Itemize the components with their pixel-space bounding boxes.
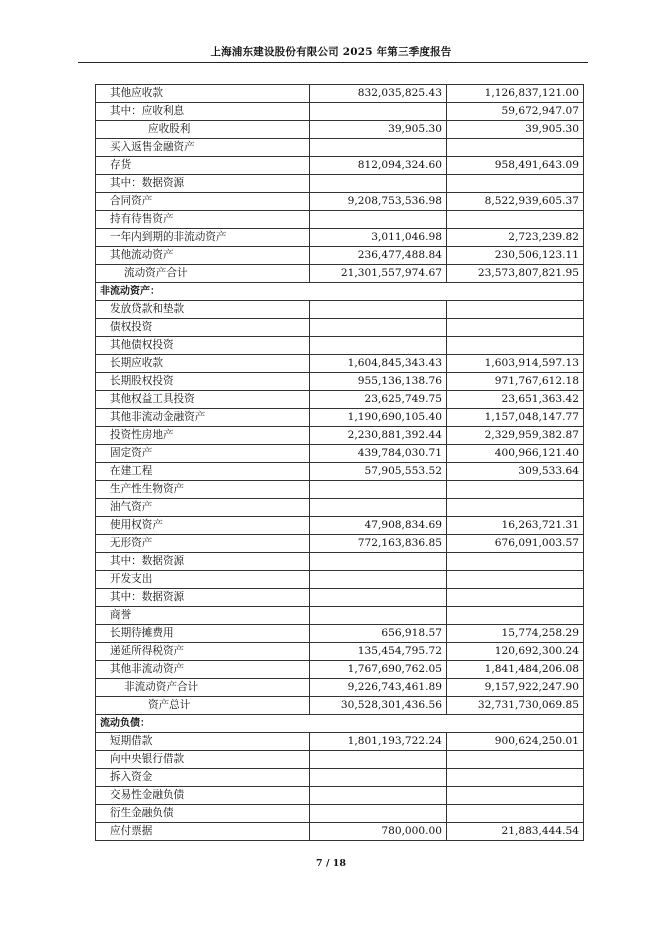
current-period-value: 832,035,825.43	[310, 85, 447, 103]
table-row	[96, 679, 584, 697]
balance-sheet-body	[96, 85, 584, 841]
current-period-value	[310, 499, 447, 517]
current-period-value: 21,301,557,974.67	[310, 265, 447, 283]
table-row	[96, 355, 584, 373]
table-row	[96, 139, 584, 157]
row-label: 交易性金融负债	[96, 787, 310, 805]
prior-period-value: 958,491,643.09	[447, 157, 584, 175]
current-period-value: 3,011,046.98	[310, 229, 447, 247]
prior-period-value: 8,522,939,605.37	[447, 193, 584, 211]
prior-period-value	[447, 589, 584, 607]
current-period-value	[310, 175, 447, 193]
row-label: 无形资产	[96, 535, 310, 553]
table-row	[96, 409, 584, 427]
table-row	[96, 481, 584, 499]
row-label: 拆入资金	[96, 769, 310, 787]
current-period-value: 1,767,690,762.05	[310, 661, 447, 679]
table-row	[96, 121, 584, 139]
table-row	[96, 733, 584, 751]
row-label: 油气资产	[96, 499, 310, 517]
prior-period-value: 1,603,914,597.13	[447, 355, 584, 373]
current-period-value: 9,208,753,536.98	[310, 193, 447, 211]
row-label: 长期待摊费用	[96, 625, 310, 643]
table-row	[96, 499, 584, 517]
prior-period-value: 400,966,121.40	[447, 445, 584, 463]
prior-period-value	[447, 139, 584, 157]
section-row	[96, 283, 584, 301]
prior-period-value	[447, 337, 584, 355]
row-label: 在建工程	[96, 463, 310, 481]
table-row	[96, 571, 584, 589]
current-period-value: 47,908,834.69	[310, 517, 447, 535]
prior-period-value	[447, 319, 584, 337]
prior-period-value	[447, 751, 584, 769]
row-label: 其中：数据资源	[96, 175, 310, 193]
table-row	[96, 589, 584, 607]
row-label: 其中：数据资源	[96, 553, 310, 571]
prior-period-value	[447, 571, 584, 589]
current-period-value	[310, 211, 447, 229]
table-row	[96, 211, 584, 229]
row-label: 商誉	[96, 607, 310, 625]
prior-period-value	[447, 301, 584, 319]
current-period-value: 236,477,488.84	[310, 247, 447, 265]
current-period-value	[310, 139, 447, 157]
table-row	[96, 661, 584, 679]
current-period-value	[310, 571, 447, 589]
current-period-value: 772,163,836.85	[310, 535, 447, 553]
row-label: 合同资产	[96, 193, 310, 211]
current-period-value	[310, 769, 447, 787]
row-label: 投资性房地产	[96, 427, 310, 445]
table-row	[96, 103, 584, 121]
row-label: 生产性生物资产	[96, 481, 310, 499]
row-label: 发放贷款和垫款	[96, 301, 310, 319]
prior-period-value: 1,841,484,206.08	[447, 661, 584, 679]
prior-period-value	[447, 175, 584, 193]
table-row	[96, 85, 584, 103]
table-row	[96, 301, 584, 319]
current-period-value: 1,604,845,343.43	[310, 355, 447, 373]
current-period-value: 135,454,795.72	[310, 643, 447, 661]
page-number: 7 / 18	[316, 858, 346, 869]
current-period-value	[310, 319, 447, 337]
current-period-value: 2,230,881,392.44	[310, 427, 447, 445]
prior-period-value: 59,672,947.07	[447, 103, 584, 121]
current-period-value: 1,801,193,722.24	[310, 733, 447, 751]
prior-period-value: 971,767,612.18	[447, 373, 584, 391]
table-row	[96, 625, 584, 643]
table-row	[96, 643, 584, 661]
row-label: 债权投资	[96, 319, 310, 337]
prior-period-value: 23,573,807,821.95	[447, 265, 584, 283]
prior-period-value	[447, 481, 584, 499]
table-row	[96, 391, 584, 409]
row-label: 一年内到期的非流动资产	[96, 229, 310, 247]
row-label: 短期借款	[96, 733, 310, 751]
prior-period-value: 676,091,003.57	[447, 535, 584, 553]
prior-period-value: 2,723,239.82	[447, 229, 584, 247]
current-period-value: 23,625,749.75	[310, 391, 447, 409]
row-label: 其他应收款	[96, 85, 310, 103]
table-row	[96, 697, 584, 715]
current-period-value: 439,784,030.71	[310, 445, 447, 463]
current-period-value	[310, 301, 447, 319]
table-row	[96, 463, 584, 481]
table-row	[96, 751, 584, 769]
prior-period-value: 21,883,444.54	[447, 823, 584, 841]
prior-period-value: 900,624,250.01	[447, 733, 584, 751]
row-label: 其他债权投资	[96, 337, 310, 355]
current-period-value: 39,905.30	[310, 121, 447, 139]
table-row	[96, 607, 584, 625]
current-period-value: 812,094,324.60	[310, 157, 447, 175]
balance-sheet-table	[95, 84, 584, 841]
table-row	[96, 337, 584, 355]
table-row	[96, 769, 584, 787]
report-header: 上海浦东建设股份有限公司 2025 年第三季度报告	[210, 46, 452, 58]
row-label: 长期应收款	[96, 355, 310, 373]
current-period-value: 30,528,301,436.56	[310, 697, 447, 715]
current-period-value	[310, 805, 447, 823]
row-label: 其他权益工具投资	[96, 391, 310, 409]
current-period-value	[310, 751, 447, 769]
table-row	[96, 445, 584, 463]
current-period-value	[310, 553, 447, 571]
row-label: 应收股利	[96, 121, 310, 139]
current-period-value: 780,000.00	[310, 823, 447, 841]
prior-period-value: 309,533.64	[447, 463, 584, 481]
table-row	[96, 787, 584, 805]
table-row	[96, 247, 584, 265]
prior-period-value	[447, 211, 584, 229]
prior-period-value: 23,651,363.42	[447, 391, 584, 409]
current-period-value: 57,905,553.52	[310, 463, 447, 481]
row-label: 其他非流动资产	[96, 661, 310, 679]
prior-period-value: 39,905.30	[447, 121, 584, 139]
row-label: 非流动资产合计	[96, 679, 310, 697]
prior-period-value: 230,506,123.11	[447, 247, 584, 265]
table-row	[96, 265, 584, 283]
table-row	[96, 427, 584, 445]
prior-period-value	[447, 553, 584, 571]
row-label: 存货	[96, 157, 310, 175]
prior-period-value	[447, 499, 584, 517]
row-label: 其他流动资产	[96, 247, 310, 265]
prior-period-value	[447, 805, 584, 823]
current-period-value: 1,190,690,105.40	[310, 409, 447, 427]
row-label: 长期股权投资	[96, 373, 310, 391]
prior-period-value: 15,774,258.29	[447, 625, 584, 643]
row-label: 其中：应收利息	[96, 103, 310, 121]
current-period-value	[310, 607, 447, 625]
prior-period-value: 1,126,837,121.00	[447, 85, 584, 103]
section-heading: 非流动资产：	[96, 283, 584, 301]
prior-period-value: 32,731,730,069.85	[447, 697, 584, 715]
prior-period-value	[447, 787, 584, 805]
table-row	[96, 319, 584, 337]
row-label: 其中：数据资源	[96, 589, 310, 607]
row-label: 应付票据	[96, 823, 310, 841]
row-label: 衍生金融负债	[96, 805, 310, 823]
prior-period-value	[447, 607, 584, 625]
table-row	[96, 805, 584, 823]
row-label: 买入返售金融资产	[96, 139, 310, 157]
table-row	[96, 553, 584, 571]
current-period-value	[310, 589, 447, 607]
row-label: 流动资产合计	[96, 265, 310, 283]
section-heading: 流动负债：	[96, 715, 584, 733]
prior-period-value: 120,692,300.24	[447, 643, 584, 661]
table-row	[96, 823, 584, 841]
table-row	[96, 157, 584, 175]
table-row	[96, 229, 584, 247]
row-label: 向中央银行借款	[96, 751, 310, 769]
current-period-value: 955,136,138.76	[310, 373, 447, 391]
row-label: 持有待售资产	[96, 211, 310, 229]
prior-period-value: 1,157,048,147.77	[447, 409, 584, 427]
table-row	[96, 517, 584, 535]
prior-period-value	[447, 769, 584, 787]
row-label: 开发支出	[96, 571, 310, 589]
row-label: 使用权资产	[96, 517, 310, 535]
header-rule	[78, 62, 588, 63]
row-label: 资产总计	[96, 697, 310, 715]
current-period-value: 9,226,743,461.89	[310, 679, 447, 697]
current-period-value	[310, 337, 447, 355]
prior-period-value: 16,263,721.31	[447, 517, 584, 535]
table-row	[96, 175, 584, 193]
prior-period-value: 9,157,922,247.90	[447, 679, 584, 697]
row-label: 递延所得税资产	[96, 643, 310, 661]
table-row	[96, 535, 584, 553]
row-label: 固定资产	[96, 445, 310, 463]
current-period-value	[310, 103, 447, 121]
table-row	[96, 193, 584, 211]
current-period-value	[310, 481, 447, 499]
section-row	[96, 715, 584, 733]
row-label: 其他非流动金融资产	[96, 409, 310, 427]
current-period-value: 656,918.57	[310, 625, 447, 643]
current-period-value	[310, 787, 447, 805]
prior-period-value: 2,329,959,382.87	[447, 427, 584, 445]
table-row	[96, 373, 584, 391]
